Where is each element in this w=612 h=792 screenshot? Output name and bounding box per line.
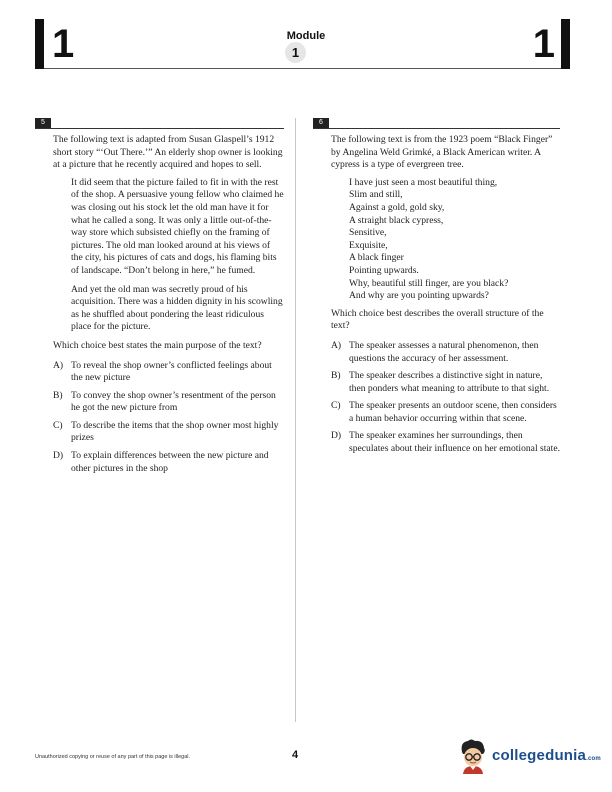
choice-text: To describe the items that the shop owner most highly prizes xyxy=(71,419,279,444)
question-5-prompt: Which choice best states the main purpose of the text? xyxy=(53,339,262,351)
page-number: 4 xyxy=(292,749,299,761)
question-6-header xyxy=(313,118,560,129)
column-divider xyxy=(295,118,296,722)
choice-text: To convey the shop owner’s resentment of the person he got the new picture from xyxy=(71,389,276,414)
copyright-notice: Unauthorized copying or reuse of any part of this page is illegal. xyxy=(35,754,191,760)
answer-choice-b[interactable] xyxy=(53,390,284,415)
poem-line: Pointing upwards. xyxy=(349,264,419,276)
question-5-passage xyxy=(53,177,284,334)
module-label: Module xyxy=(286,30,326,42)
choice-text: To reveal the shop owner’s conflicted feelings about the new picture xyxy=(71,359,272,384)
choice-letter: C) xyxy=(331,400,341,412)
passage-paragraph: It did seem that the picture failed to fit in with the rest of the shop. A persuasive young fellow who claimed he was closing out his stock let the old man have it for what he called a song. It was only a little out-of-the-way store which subsisted chiefly on the framing of pictures. The old man looked around at his views of the city, his pictures of cats and dogs, his flaming bits of landscape. “Don’t belong in here,” he fumed. xyxy=(71,176,284,276)
poem-line: Sensitive, xyxy=(349,227,387,239)
choice-text: The speaker assesses a natural phenomenon, then questions the accuracy of her assessment. xyxy=(349,339,539,364)
answer-choice-d[interactable] xyxy=(53,450,284,475)
question-6-prompt: Which choice best describes the overall structure of the text? xyxy=(331,307,544,332)
answer-choice-d[interactable] xyxy=(331,430,560,455)
header-divider xyxy=(44,68,561,69)
poem-line: And why are you pointing upwards? xyxy=(349,290,489,302)
choice-letter: A) xyxy=(53,359,64,371)
choice-letter: A) xyxy=(331,339,342,351)
section-number-right: 1 xyxy=(532,22,555,66)
choice-letter: D) xyxy=(331,430,342,442)
poem-line: I have just seen a most beautiful thing, xyxy=(349,176,498,188)
choice-letter: B) xyxy=(53,389,63,401)
choice-letter: D) xyxy=(53,450,64,462)
question-6-poem xyxy=(331,177,560,303)
question-6 xyxy=(313,118,560,461)
passage-paragraph: And yet the old man was secretly proud of his acquisition. There was a hidden dignity in his scowling as he shuffled about pondering the least ridiculous place for the picture. xyxy=(71,283,283,333)
choice-letter: B) xyxy=(331,370,341,382)
module-number-badge: 1 xyxy=(285,42,306,63)
answer-choice-b[interactable] xyxy=(331,370,560,395)
question-6-intro: The following text is from the 1923 poem “Black Finger” by Angelina Weld Grimké, a Black American writer. A cypress is a type of evergreen tree. xyxy=(331,134,553,171)
answer-choice-a[interactable] xyxy=(53,360,284,385)
poem-line: Exquisite, xyxy=(349,239,388,251)
question-number-badge: 6 xyxy=(313,118,329,128)
choice-letter: C) xyxy=(53,419,63,431)
poem-line: Against a gold, gold sky, xyxy=(349,201,445,213)
header-left-bar xyxy=(35,19,44,69)
section-number-left: 1 xyxy=(52,22,75,66)
choice-text: The speaker describes a distinctive sight in nature, then ponders what meaning to attribute to that sight. xyxy=(349,370,550,394)
poem-line: A black finger xyxy=(349,252,404,264)
choice-text: The speaker examines her surroundings, then speculates about their influence on her emotional state. xyxy=(349,430,560,455)
brand-logo[interactable] xyxy=(456,738,601,774)
choice-text: To explain differences between the new picture and other pictures in the shop xyxy=(71,450,269,474)
poem-line: Why, beautiful still finger, are you black? xyxy=(349,277,509,289)
answer-choice-a[interactable] xyxy=(331,340,560,365)
mascot-icon xyxy=(456,738,490,774)
question-5-header xyxy=(35,118,284,129)
answer-choice-c[interactable] xyxy=(331,400,560,425)
choice-text: The speaker presents an outdoor scene, then considers a human behavior occurring within that scene. xyxy=(349,400,557,424)
poem-line: A straight black cypress, xyxy=(349,214,444,226)
question-5 xyxy=(35,118,284,480)
brand-name: collegedunia.com xyxy=(492,747,601,764)
question-5-intro: The following text is adapted from Susan Glaspell’s 1912 short story “‘Out There.’” An elderly shop owner is looking at a picture that he recently acquired and hopes to sell. xyxy=(53,134,283,171)
question-number-badge: 5 xyxy=(35,118,51,128)
poem-line: Slim and still, xyxy=(349,189,403,201)
answer-choice-c[interactable] xyxy=(53,420,284,445)
header-right-bar xyxy=(561,19,570,69)
